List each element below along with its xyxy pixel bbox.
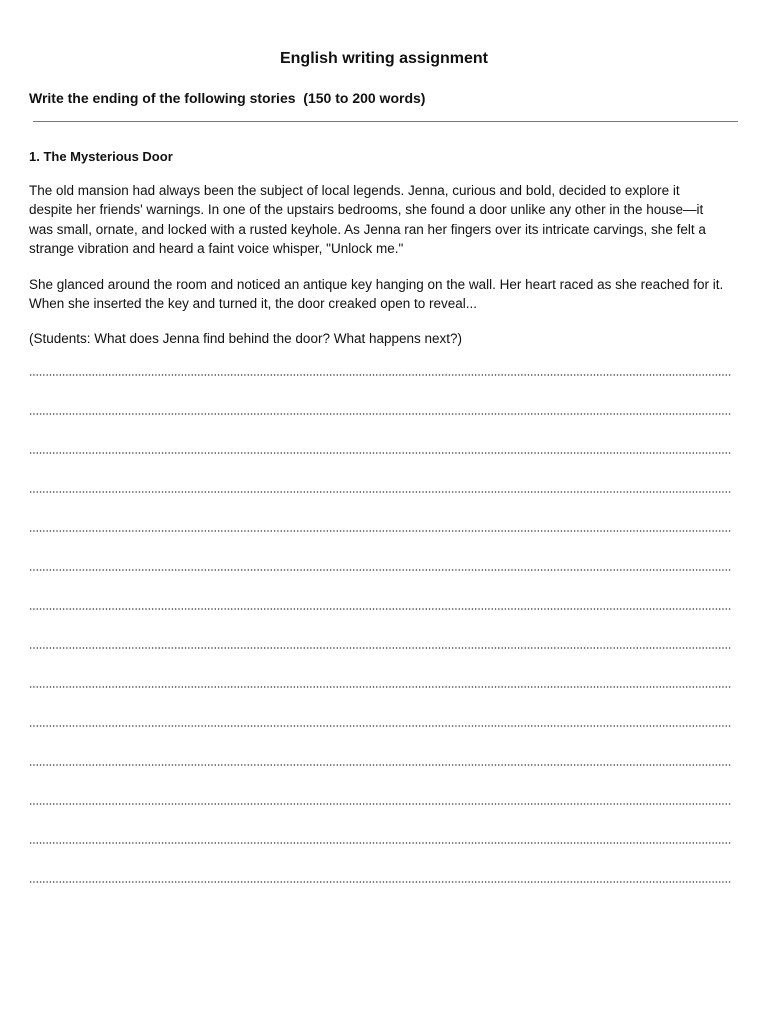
story-paragraph-2 — [29, 275, 745, 314]
dotted-rule — [29, 686, 732, 688]
answer-line[interactable] — [29, 530, 732, 569]
answer-lines — [29, 374, 732, 920]
paragraph-line: despite her friends' warnings. In one of the upstairs bedrooms, she found a door unlike any other in the house—it — [29, 202, 704, 218]
answer-line[interactable] — [29, 413, 732, 452]
paragraph-line: strange vibration and heard a faint voice whisper, "Unlock me." — [29, 240, 404, 256]
answer-line[interactable] — [29, 452, 732, 491]
divider — [33, 121, 738, 122]
answer-line[interactable] — [29, 569, 732, 608]
dotted-rule — [29, 764, 732, 766]
dotted-rule — [29, 569, 732, 571]
student-prompt: (Students: What does Jenna find behind the door? What happens next?) — [29, 331, 463, 346]
answer-line[interactable] — [29, 764, 732, 803]
dotted-rule — [29, 842, 732, 844]
dotted-rule — [29, 647, 732, 649]
answer-line[interactable] — [29, 647, 732, 686]
paragraph-line: The old mansion had always been the subject of local legends. Jenna, curious and bold, decided to explore it — [29, 183, 680, 198]
answer-line[interactable] — [29, 686, 732, 725]
paragraph-line: When she inserted the key and turned it, the door creaked open to reveal... — [29, 296, 478, 312]
dotted-rule — [29, 491, 732, 493]
answer-line[interactable] — [29, 725, 732, 764]
answer-line[interactable] — [29, 881, 732, 920]
answer-line[interactable] — [29, 803, 732, 842]
page-title: English writing assignment — [279, 50, 489, 67]
dotted-rule — [29, 530, 732, 532]
dotted-rule — [29, 881, 732, 883]
answer-line[interactable] — [29, 608, 732, 647]
story-paragraph-1 — [29, 181, 745, 258]
paragraph-line: She glanced around the room and noticed an antique key hanging on the wall. Her heart raced as she reached for it. — [29, 277, 724, 292]
dotted-rule — [29, 725, 732, 727]
dotted-rule — [29, 452, 732, 454]
answer-line[interactable] — [29, 374, 732, 413]
assignment-instructions: Write the ending of the following stories (150 to 200 words) — [29, 90, 426, 106]
answer-line[interactable] — [29, 842, 732, 881]
dotted-rule — [29, 608, 732, 610]
answer-line[interactable] — [29, 491, 732, 530]
dotted-rule — [29, 374, 732, 376]
dotted-rule — [29, 413, 732, 415]
story-heading: 1. The Mysterious Door — [29, 149, 173, 164]
dotted-rule — [29, 803, 732, 805]
paragraph-line: was small, ornate, and locked with a rusted keyhole. As Jenna ran her fingers over its intricate carvings, she felt a — [29, 221, 706, 237]
